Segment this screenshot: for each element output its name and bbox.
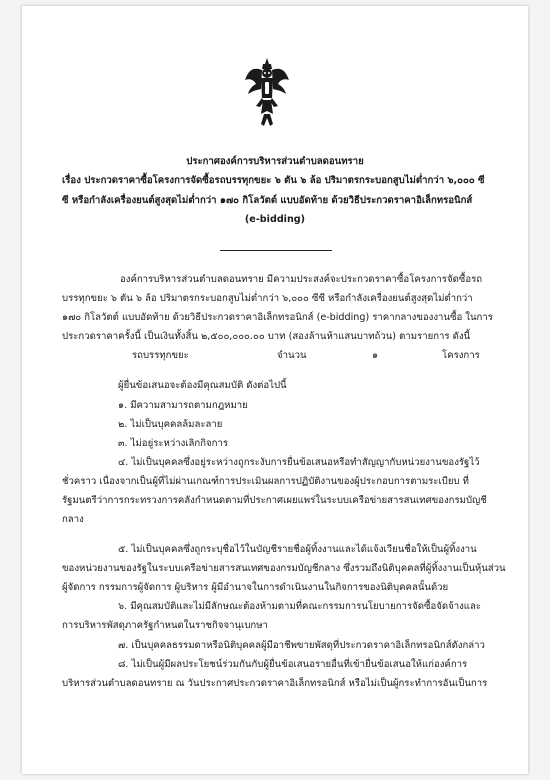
qualification-5-line-3: ผู้จัดการ กรรมการผู้จัดการ ผู้บริหาร ผู้มีอำนาจในการดำเนินงานในกิจการของนิติบุคคลนั้นด้วย [62,582,449,593]
qualifications-heading: ผู้ยื่นข้อเสนอจะต้องมีคุณสมบัติ ดังต่อไปนี้ [118,380,287,391]
qualification-6-line-2: การบริหารพัสดุภาครัฐกำหนดในราชกิจจานุเบกษา [62,620,268,631]
subject-line-2: ซี หรือกำลังเครื่องยนต์สูงสุดไม่ต่ำกว่า ๑๗๐ กิโลวัตต์ แบบอัดท้าย ด้วยวิธีประกวดราคาอิเล็กทรอนิกส์ [62,195,473,206]
intro-line-2: บรรทุกขยะ ๖ ตัน ๖ ล้อ ปริมาตรกระบอกสูบไม่ต่ำกว่า ๖,๐๐๐ ซีซี หรือกำลังเครื่องยนต์สูงสุดไม่ต่ำกว่า [62,293,473,304]
intro-line-3: ๑๗๐ กิโลวัตต์ แบบอัดท้าย ด้วยวิธีประกวดราคาอิเล็กทรอนิกส์ (e-bidding) ราคากลางของงานซื้อ ในการ [62,312,493,323]
qualification-5-line-2: ของหน่วยงานของรัฐในระบบเครือข่ายสารสนเทศของกรมบัญชีกลาง ซึ่งรวมถึงนิติบุคคลที่ผู้ทิ้งงานเป็นหุ้นส่วน [62,563,506,574]
document-page [22,6,528,774]
divider-rule [220,250,332,251]
qualification-4-line-1: ๔. ไม่เป็นบุคคลซึ่งอยู่ระหว่างถูกระงับการยื่นข้อเสนอหรือทำสัญญากับหน่วยงานของรัฐไว้ [118,457,480,468]
item-unit: โครงการ [442,350,480,361]
item-qty: ๑ [372,350,379,361]
item-name: รถบรรทุกขยะ [132,350,189,361]
intro-line-4: ประกวดราคาครั้งนี้ เป็นเงินทั้งสิ้น ๒,๕๐๐,๐๐๐.๐๐ บาท (สองล้านห้าแสนบาทถ้วน) ตามรายการ ดังนี้ [62,331,471,342]
intro-line-1: องค์การบริหารส่วนตำบลดอนทราย มีความประสงค์จะประกวดราคาซื้อโครงการจัดซื้อรถ [120,274,483,285]
qualification-4-line-4: กลาง [62,514,84,525]
org-title: ประกาศองค์การบริหารส่วนตำบลดอนทราย [186,156,364,167]
qualification-4-line-3: รัฐมนตรีว่าการกระทรวงการคลังกำหนดตามที่ประกาศเผยแพร่ในระบบเครือข่ายสารสนเทศของกรมบัญชี [62,495,487,506]
qualification-3: ๓. ไม่อยู่ระหว่างเลิกกิจการ [118,438,229,449]
qualification-6-line-1: ๖. มีคุณสมบัติและไม่มีลักษณะต้องห้ามตามที่คณะกรรมการนโยบายการจัดซื้อจัดจ้างและ [118,601,481,612]
qualification-8-line-2: บริหารส่วนตำบลดอนทราย ณ วันประกาศประกวดราคาอิเล็กทรอนิกส์ หรือไม่เป็นผู้กระทำการอันเป็นการ [62,678,488,689]
qualification-4-line-2: ชั่วคราว เนื่องจากเป็นผู้ที่ไม่ผ่านเกณฑ์การประเมินผลการปฏิบัติงานของผู้ประกอบการตามระเบียบ ที่ [62,476,469,487]
qualification-1: ๑. มีความสามารถตามกฎหมาย [118,400,248,411]
subject-line-3: (e-bidding) [244,214,306,225]
qualification-8-line-1: ๘. ไม่เป็นผู้มีผลประโยชน์ร่วมกันกับผู้ยื่นข้อเสนอรายอื่นที่เข้ายื่นข้อเสนอให้แก่องค์การ [118,659,468,670]
subject-line-1: เรื่อง ประกวดราคาซื้อโครงการจัดซื้อรถบรรทุกขยะ ๖ ตัน ๖ ล้อ ปริมาตรกระบอกสูบไม่ต่ำกว่า ๖,๐๐๐ ซี [62,175,485,186]
qualification-2: ๒. ไม่เป็นบุคคลล้มละลาย [118,419,223,430]
qualification-7: ๗. เป็นบุคคลธรรมดาหรือนิติบุคคลผู้มีอาชีพขายพัสดุที่ประกวดราคาอิเล็กทรอนิกส์ดังกล่าว [118,640,485,651]
qualification-5-line-1: ๕. ไม่เป็นบุคคลซึ่งถูกระบุชื่อไว้ในบัญชีรายชื่อผู้ทิ้งงานและได้แจ้งเวียนชื่อให้เป็นผู้ทิ้งงาน [118,544,477,555]
garuda-emblem-icon [244,56,290,128]
item-qty-label: จำนวน [277,350,307,361]
